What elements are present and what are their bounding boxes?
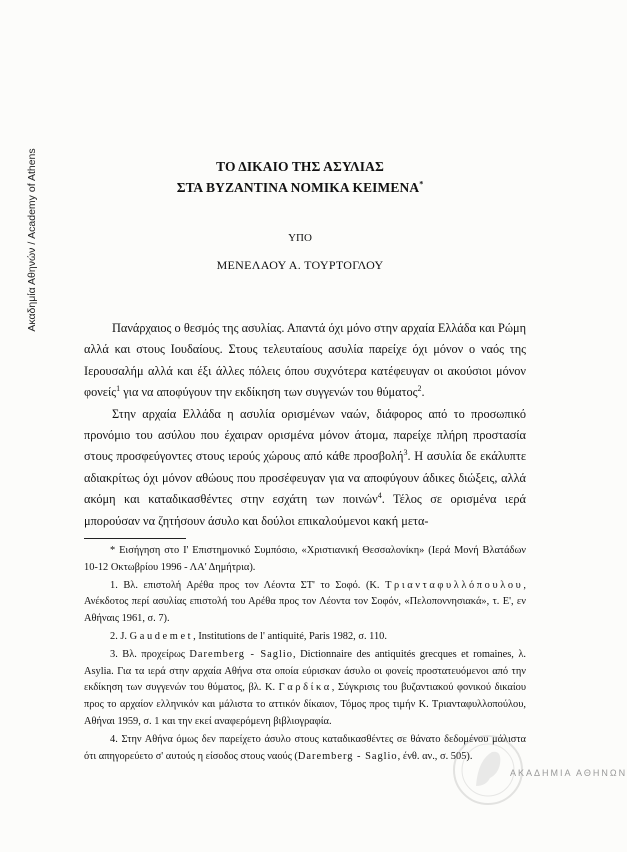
- paragraph-2: [84, 404, 526, 532]
- p1-text-a: Πανάρχαιος ο θεσμός της ασυλίας. Απαντά όχι μόνο στην αρχαία Ελλάδα και Ρώμη αλλά και στους Ιουδαίους. Στους τελευταίους ασυλία παρείχε όχι μόνον ο ναός της Ιερουσαλήμ αλλά και έξι άλλες πόλεις όπου συχνότερα κατέφευγαν οι ακούσιοι μόνον φονείς: [84, 321, 526, 400]
- title-footnote-mark: *: [419, 179, 424, 189]
- side-label-text: Ακαδημία Αθηνών / Academy of Athens: [26, 148, 38, 332]
- p2-text-c: . Τέλος σε ορισμένα ιερά μπορούσαν να ζητήσουν άσυλο και δούλοι επικαλούμενοι κακή μετα-: [84, 492, 526, 528]
- fn3-author: Daremberg - Saglio: [189, 648, 293, 660]
- watermark-text: ΑΚΑΔΗΜΙΑ ΑΘΗΝΩΝ: [510, 768, 627, 778]
- title-line-2: [0, 177, 600, 198]
- paragraph-1: [84, 318, 526, 404]
- fn3-text-b: , Dictionnaire des antiquités grecques et romaines, λ. Asylia. Για τα ιερά στην αρχαία Αθήνα στα οποία εύρισκαν άσυλο οι φονείς προστατευόμενοι από την εκδίκηση των συγγενών του θύματος, βλ. Κ.: [84, 648, 526, 694]
- fn1-author: Τριανταφυλλόπουλου: [385, 579, 524, 591]
- body-text: [84, 318, 526, 532]
- fn2-author: Gaudemet: [129, 630, 194, 642]
- footnote-2: [84, 629, 526, 646]
- footnote-star: * Εισήγηση στο Ι' Επιστημονικό Συμπόσιο, «Χριστιανική Θεσσαλονίκη» (Ιερά Μονή Βλατάδων 10-12 Οκτωβρίου 1996 - ΛΑ' Δημήτρια).: [84, 545, 526, 573]
- p1-text-c: .: [421, 385, 425, 400]
- fn1-text-a: 1. Βλ. επιστολή Αρέθα προς τον Λέοντα ΣΤ' το Σοφό. (Κ.: [110, 579, 380, 591]
- footnote-ref-1: 1: [116, 384, 121, 394]
- by-label: ΥΠΟ: [288, 232, 312, 244]
- footnote-3: [84, 647, 526, 731]
- fn3-text-a: 3. Βλ. προχείρως: [110, 648, 185, 660]
- p2-text-b: . Η ασυλία δε εκάλυπτε αδιακρίτως όχι μόνον αθώους που προσέφευγαν για να αποφύγουν άδικες διώξεις, αλλά ακόμη και καταδικασθέντες στην εσχάτη των ποινών: [84, 449, 526, 507]
- fn4-text-b: , ένθ. αν., σ. 505).: [397, 750, 473, 762]
- fn3-text-c: , Σύγκρισις του βυζαντιακού φονικού δικαίου προς το αρχαίον ελληνικόν και μάλιστα το αττικόν δίκαιον, Τόμος προς τιμήν Κ. Τριανταφυλλοπούλου, Αθήναι 1959, σ. 1 και την εκεί αναφερόμενη βιβλιογραφία.: [84, 682, 526, 727]
- footnote-ref-2: 2: [417, 384, 422, 394]
- fn2-text-b: , Institutions de l' antiquité, Paris 1982, σ. 110.: [193, 630, 387, 642]
- title-line-2-text: ΣΤΑ ΒΥΖΑΝΤΙΝΑ ΝΟΜΙΚΑ ΚΕΙΜΕΝΑ: [176, 180, 420, 195]
- fn3-author-2: Γαρδίκα: [278, 682, 332, 694]
- title-line-1: ΤΟ ΔΙΚΑΙΟ ΤΗΣ ΑΣΥΛΙΑΣ: [216, 159, 384, 174]
- fn2-text-a: 2. J.: [110, 630, 128, 642]
- footnote-divider: [84, 538, 186, 539]
- footnote-1: [84, 578, 526, 628]
- p1-text-b: για να αποφύγουν την εκδίκηση των συγγενών του θύματος: [120, 385, 418, 400]
- footnote-ref-4: 4: [377, 491, 382, 501]
- p2-text-a: Στην αρχαία Ελλάδα η ασυλία ορισμένων ναών, διάφορος από το προσωπικό προνόμιο του ασύλου που έχαιραν ορισμένα μόνον άτομα, παρείχε πλήρη προστασία στους προσφεύγοντες στους ιερούς χώρους από κάθε προσβολή: [84, 406, 526, 464]
- author-name: ΜΕΝΕΛΑΟΥ Α. ΤΟΥΡΤΟΓΛΟΥ: [216, 258, 384, 272]
- fn4-author: Daremberg - Saglio: [297, 750, 398, 762]
- footnote-ref-3: 3: [403, 448, 408, 458]
- fn1-text-b: , Ανέκδοτος περί ασυλίας επιστολή του Αρέθα προς τον Λέοντα τον Σοφόν, «Πελοποννησιακά», τ. Ε', εν Αθήναις 1961, σ. 7).: [84, 579, 526, 625]
- fn4-text-a: 4. Στην Αθήνα όμως δεν παρείχετο άσυλο στους καταδικασθέντες σε θάνατο δεδομένου μάλιστα ότι απηγορεύετο σ' αυτούς η είσοδος στους ναούς (: [84, 733, 526, 762]
- article-title: [0, 156, 600, 198]
